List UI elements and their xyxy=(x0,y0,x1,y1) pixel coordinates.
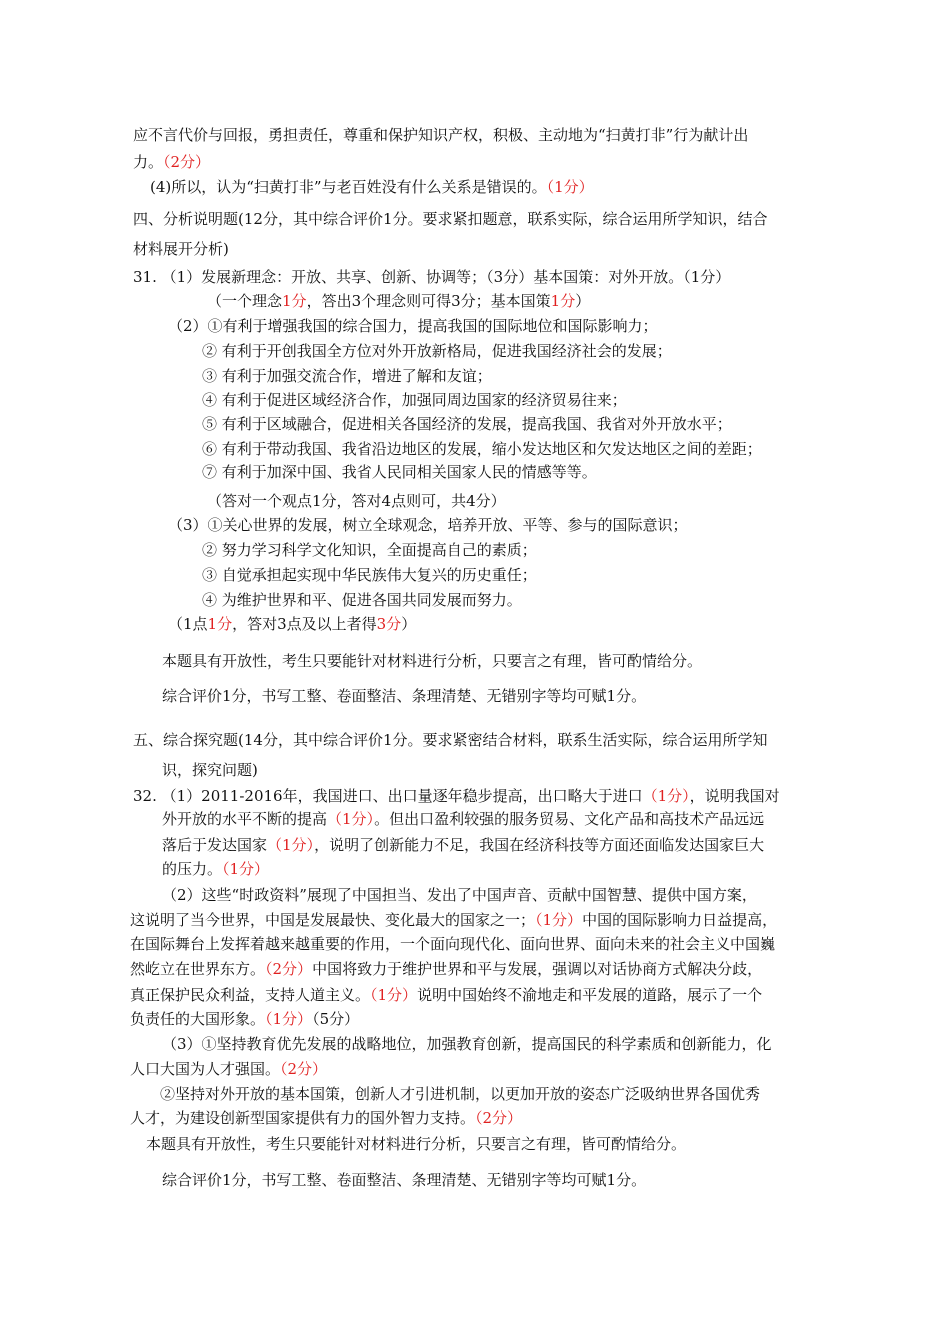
line-text: 材料展开分析) xyxy=(133,240,229,258)
line-text: ④ 为维护世界和平、促进各国共同发展而努力。 xyxy=(202,591,522,609)
line-text: 四、分析说明题(12分，其中综合评价1分。要求紧扣题意，联系实际，综合运用所学知识，结合 xyxy=(133,210,768,228)
score-mark: （1分） xyxy=(267,836,315,854)
text-line xyxy=(162,884,757,906)
section-heading xyxy=(133,208,768,230)
line-text: 综合评价1分，书写工整、卷面整洁、条理清楚、无错别字等均可赋1分。 xyxy=(162,1171,647,1189)
text-line xyxy=(202,589,522,611)
text-line xyxy=(168,613,416,635)
text-line xyxy=(162,858,269,880)
line-text: 中国的国际影响力日益提高， xyxy=(582,911,778,929)
score-mark: （1分） xyxy=(535,911,583,929)
text-line xyxy=(168,514,688,536)
text-line xyxy=(130,984,762,1006)
line-text: （一个理念 xyxy=(207,292,283,310)
score-mark: （1分） xyxy=(642,787,690,805)
line-text: 人口大国为人才强国。 xyxy=(130,1060,281,1078)
text-line xyxy=(130,958,762,980)
line-text: ②坚持对外开放的基本国策，创新人才引进机制，以更加开放的姿态广泛吸纳世界各国优秀 xyxy=(160,1085,761,1103)
text-line xyxy=(162,834,764,856)
score-mark: （2分） xyxy=(163,153,211,171)
line-text: 应不言代价与回报，勇担责任，尊重和保护知识产权，积极、主动地为“扫黄打非”行为献计出 xyxy=(133,126,749,144)
line-text: ② 有利于开创我国全方位对外开放新格局，促进我国经济社会的发展； xyxy=(202,342,672,360)
line-text: (4)所以，认为“扫黄打非”与老百姓没有什么关系是错误的。 xyxy=(150,178,547,196)
text-line xyxy=(133,266,730,288)
line-text: （5分） xyxy=(312,1010,360,1028)
line-text: 31. （1）发展新理念：开放、共享、创新、协调等；（3分）基本国策：对外开放。（1分） xyxy=(133,268,731,286)
text-line xyxy=(130,1008,359,1030)
line-text: ） xyxy=(401,615,417,633)
text-line xyxy=(133,151,210,173)
text-line xyxy=(202,389,627,411)
text-line xyxy=(202,564,537,586)
line-text: 落后于发达国家 xyxy=(162,836,268,854)
text-line xyxy=(202,413,732,435)
line-text: ② 努力学习科学文化知识，全面提高自己的素质； xyxy=(202,541,537,559)
line-text: ，答出3个理念则可得3分；基本国策 xyxy=(306,292,551,310)
score-mark: （1分） xyxy=(370,986,418,1004)
text-line xyxy=(162,759,258,781)
line-text: 外开放的水平不断的提高 xyxy=(162,810,328,828)
line-text: ，说明我国对 xyxy=(689,787,780,805)
line-text: ） xyxy=(575,292,591,310)
text-line xyxy=(202,340,672,362)
text-line xyxy=(162,685,646,707)
line-text: 负责任的大国形象。 xyxy=(130,1010,266,1028)
score-mark: （1分） xyxy=(546,178,594,196)
score-mark: （2分） xyxy=(475,1109,523,1127)
text-line xyxy=(162,1169,646,1191)
score-mark: 1分 xyxy=(207,615,233,633)
score-mark: 1分 xyxy=(550,292,576,310)
text-line xyxy=(146,1133,686,1155)
line-text: ⑥ 有利于带动我国、我省沿边地区的发展，缩小发达地区和欠发达地区之间的差距； xyxy=(202,440,762,458)
text-line xyxy=(162,1033,772,1055)
text-line xyxy=(133,124,748,146)
line-text: 本题具有开放性，考生只要能针对材料进行分析，只要言之有理，皆可酌情给分。 xyxy=(162,652,703,670)
text-line xyxy=(202,438,762,460)
text-line xyxy=(162,650,702,672)
text-line xyxy=(130,933,775,955)
line-text: 说明中国始终不渝地走和平发展的道路，展示了一个 xyxy=(417,986,763,1004)
score-mark: （1分） xyxy=(265,1010,313,1028)
text-line xyxy=(207,290,590,312)
line-text: 中国将致力于维护世界和平与发展，强调以对话协商方式解决分歧， xyxy=(312,960,763,978)
text-line xyxy=(130,1107,522,1129)
text-line xyxy=(202,461,597,483)
score-mark: （1分） xyxy=(327,810,375,828)
text-line xyxy=(130,1058,327,1080)
text-line xyxy=(133,238,229,260)
line-text: （1点 xyxy=(168,615,208,633)
line-text: ③ 自觉承担起实现中华民族伟大复兴的历史重任； xyxy=(202,566,537,584)
line-text: 这说明了当今世界，中国是发展最快、变化最大的国家之一； xyxy=(130,911,536,929)
text-line xyxy=(160,1083,760,1105)
line-text: ⑤ 有利于区域融合，促进相关各国经济的发展，提高我国、我省对外开放水平； xyxy=(202,415,732,433)
text-line xyxy=(202,539,537,561)
line-text: 力。 xyxy=(133,153,164,171)
line-text: 在国际舞台上发挥着越来越重要的作用，一个面向现代化、面向世界、面向未来的社会主义中国巍 xyxy=(130,935,776,953)
text-line xyxy=(207,490,506,512)
text-line xyxy=(162,808,764,830)
line-text: ③ 有利于加强交流合作，增进了解和友谊； xyxy=(202,367,492,385)
line-text: 真正保护民众利益，支持人道主义。 xyxy=(130,986,371,1004)
line-text: 的压力。 xyxy=(162,860,223,878)
line-text: 本题具有开放性，考生只要能针对材料进行分析，只要言之有理，皆可酌情给分。 xyxy=(146,1135,687,1153)
line-text: 人才，为建设创新型国家提供有力的国外智力支持。 xyxy=(130,1109,476,1127)
line-text: （2）①有利于增强我国的综合国力，提高我国的国际地位和国际影响力； xyxy=(168,317,658,335)
line-text: 综合评价1分，书写工整、卷面整洁、条理清楚、无错别字等均可赋1分。 xyxy=(162,687,647,705)
line-text: （3）①关心世界的发展，树立全球观念，培养开放、平等、参与的国际意识； xyxy=(168,516,688,534)
score-mark: 1分 xyxy=(282,292,307,310)
line-text: ⑦ 有利于加深中国、我省人民同相关国家人民的情感等等。 xyxy=(202,463,597,481)
line-text: ，说明了创新能力不足，我国在经济科技等方面还面临发达国家巨大 xyxy=(314,836,765,854)
score-mark: （1分） xyxy=(222,860,270,878)
section-heading xyxy=(133,729,768,751)
line-text: （3）①坚持教育优先发展的战略地位，加强教育创新，提高国民的科学素质和创新能力，化 xyxy=(162,1035,772,1053)
text-line xyxy=(202,365,492,387)
score-mark: （2分） xyxy=(265,960,313,978)
text-line xyxy=(130,909,777,931)
line-text: 。但出口盈利较强的服务贸易、文化产品和高技术产品远远 xyxy=(374,810,765,828)
text-line xyxy=(150,176,594,198)
line-text: （2）这些“时政资料”展现了中国担当、发出了中国声音、贡献中国智慧、提供中国方案， xyxy=(162,886,757,904)
text-line xyxy=(168,315,658,337)
score-mark: （2分） xyxy=(280,1060,328,1078)
score-mark: 3分 xyxy=(376,615,402,633)
line-text: （答对一个观点1分，答对4点则可，共4分） xyxy=(207,492,506,510)
line-text: ，答对3点及以上者得 xyxy=(232,615,377,633)
line-text: ④ 有利于促进区域经济合作，加强同周边国家的经济贸易往来； xyxy=(202,391,627,409)
line-text: 识，探究问题) xyxy=(162,761,258,779)
line-text: 32. （1）2011-2016年，我国进口、出口量逐年稳步提高，出口略大于进口 xyxy=(133,787,643,805)
line-text: 五、综合探究题(14分，其中综合评价1分。要求紧密结合材料，联系生活实际，综合运用所学知 xyxy=(133,731,768,749)
text-line xyxy=(133,785,780,807)
line-text: 然屹立在世界东方。 xyxy=(130,960,266,978)
